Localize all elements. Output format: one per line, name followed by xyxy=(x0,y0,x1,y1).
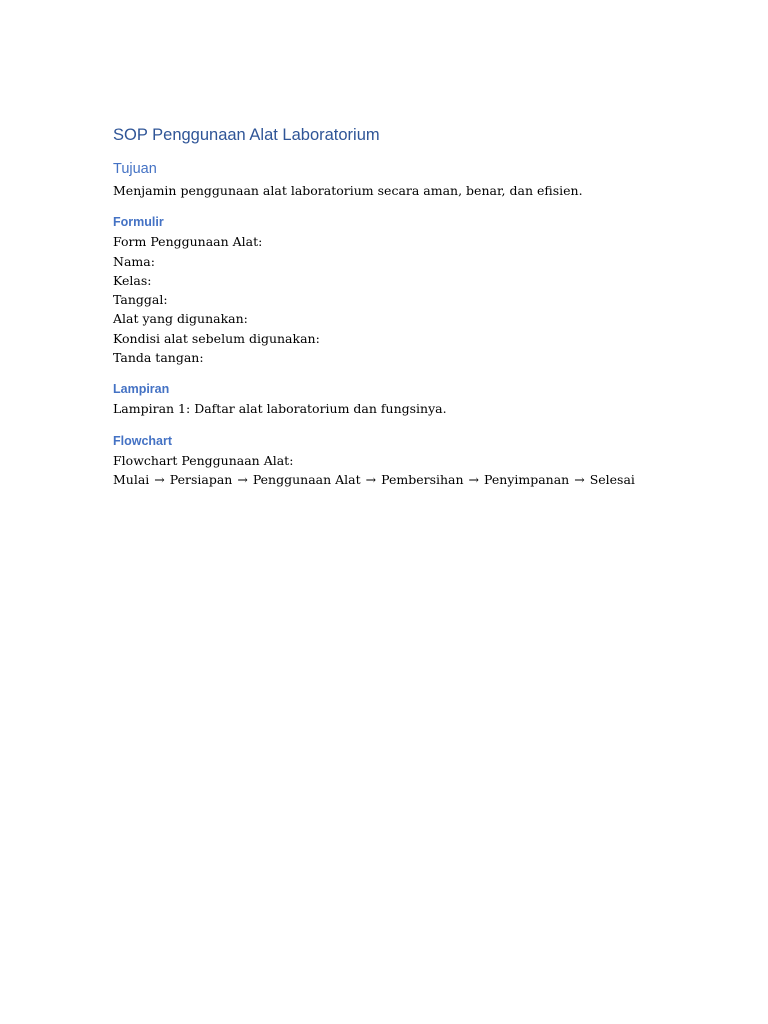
arrow-icon: → xyxy=(237,471,248,487)
section-flowchart xyxy=(113,432,673,490)
heading-formulir: Formulir xyxy=(113,215,164,230)
arrow-icon: → xyxy=(574,471,585,487)
formulir-line-kelas: Kelas: xyxy=(113,272,152,288)
formulir-lines xyxy=(113,232,673,367)
formulir-line-tanda-tangan: Tanda tangan: xyxy=(113,350,204,366)
heading-lampiran: Lampiran xyxy=(113,382,170,397)
formulir-line-tanggal: Tanggal: xyxy=(113,292,168,308)
document-page xyxy=(113,124,673,502)
formulir-line-kondisi: Kondisi alat sebelum digunakan: xyxy=(113,330,320,346)
heading-flowchart: Flowchart xyxy=(113,433,173,448)
flowchart-lines xyxy=(113,451,673,490)
arrow-icon: → xyxy=(468,471,480,487)
flow-step: Selesai xyxy=(589,471,635,487)
flow-step: Pembersihan xyxy=(381,471,464,487)
section-tujuan xyxy=(113,159,673,200)
document-title: SOP Penggunaan Alat Laboratorium xyxy=(113,126,380,144)
flow-step: Penyimpanan xyxy=(484,471,570,487)
arrow-icon: → xyxy=(365,471,377,487)
flow-step: Mulai xyxy=(113,471,150,487)
formulir-line-form-title: Form Penggunaan Alat: xyxy=(113,234,263,250)
flowchart-intro: Flowchart Penggunaan Alat: xyxy=(113,452,294,468)
heading-tujuan: Tujuan xyxy=(113,161,157,177)
section-formulir xyxy=(113,213,673,367)
flow-step: Persiapan xyxy=(169,471,233,487)
formulir-line-alat: Alat yang digunakan: xyxy=(113,311,248,327)
tujuan-text: Menjamin penggunaan alat laboratorium secara aman, benar, dan efisien. xyxy=(113,183,583,198)
flowchart-sequence xyxy=(113,470,673,489)
arrow-icon: → xyxy=(154,471,165,487)
lampiran-text: Lampiran 1: Daftar alat laboratorium dan fungsinya. xyxy=(113,401,447,417)
section-lampiran xyxy=(113,380,673,418)
formulir-line-nama: Nama: xyxy=(113,253,155,269)
flow-step: Penggunaan Alat xyxy=(252,471,361,487)
